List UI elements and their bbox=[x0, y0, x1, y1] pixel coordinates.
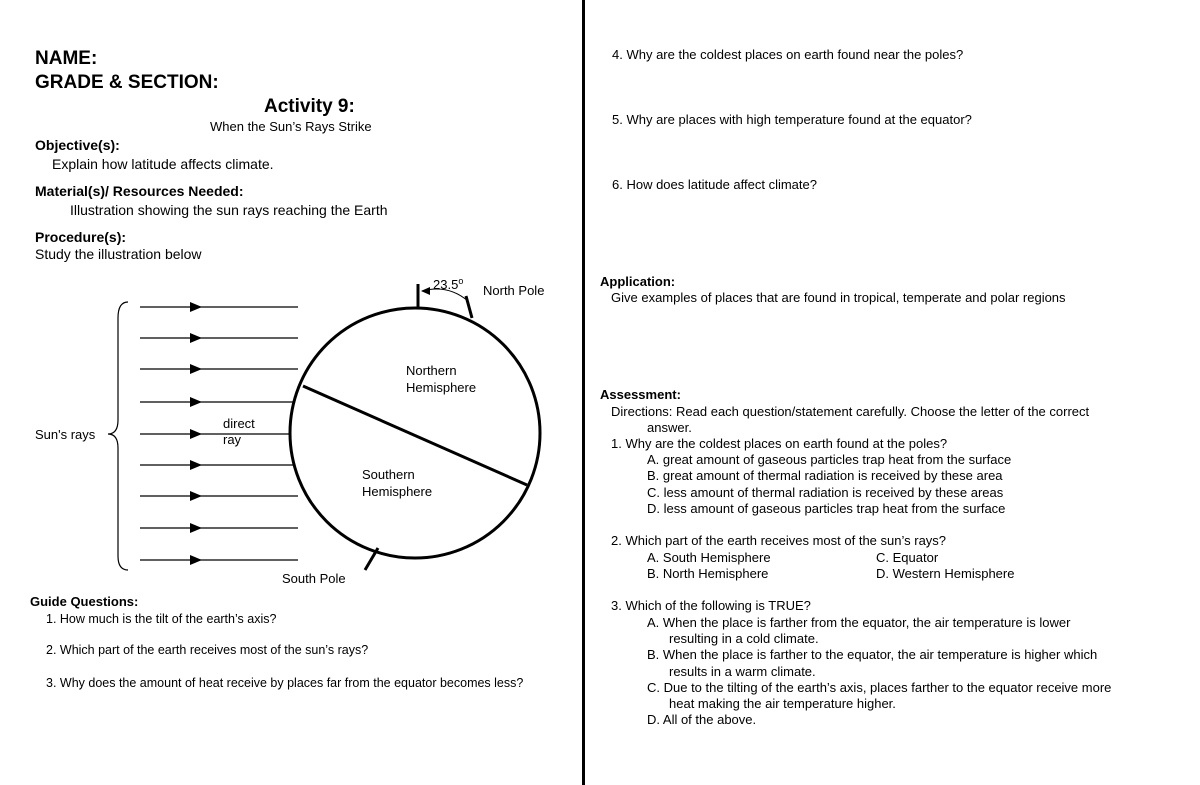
guide-question-3: 3. Why does the amount of heat receive by places far from the equator becomes less? bbox=[46, 676, 524, 690]
assessment-q3-option-d: D. All of the above. bbox=[647, 712, 757, 727]
guide-question-1: 1. How much is the tilt of the earth’s axis? bbox=[46, 612, 277, 626]
assessment-q3-option-a-cont: resulting in a cold climate. bbox=[669, 631, 819, 646]
direct-ray-label-line1: direct bbox=[223, 416, 255, 431]
materials-text: Illustration showing the sun rays reaching the Earth bbox=[70, 202, 388, 218]
grade-section-label: GRADE & SECTION: bbox=[35, 72, 219, 93]
materials-heading: Material(s)/ Resources Needed: bbox=[35, 183, 244, 199]
north-axis-line bbox=[466, 296, 472, 318]
sun-rays-diagram bbox=[0, 0, 584, 600]
activity-title: Activity 9: bbox=[264, 96, 355, 117]
sun-ray-arrow bbox=[140, 364, 298, 374]
assessment-q2-option-c: C. Equator bbox=[876, 550, 939, 565]
sun-ray-arrows bbox=[140, 302, 298, 565]
suns-rays-label: Sun's rays bbox=[35, 427, 96, 442]
sun-ray-arrow bbox=[140, 429, 298, 439]
guide-question-2: 2. Which part of the earth receives most of the sun’s rays? bbox=[46, 643, 369, 657]
application-text: Give examples of places that are found in tropical, temperate and polar regions bbox=[611, 290, 1066, 305]
question-6: 6. How does latitude affect climate? bbox=[612, 177, 817, 192]
assessment-q1-option-c: C. less amount of thermal radiation is received by these areas bbox=[647, 485, 1004, 500]
guide-questions-heading: Guide Questions: bbox=[30, 594, 139, 609]
assessment-q3-option-b: B. When the place is farther to the equator, the air temperature is higher which bbox=[647, 647, 1098, 662]
assessment-q3-stem: 3. Which of the following is TRUE? bbox=[611, 598, 811, 613]
assessment-q1-option-b: B. great amount of thermal radiation is received by these area bbox=[647, 468, 1003, 483]
sun-ray-arrow bbox=[140, 460, 298, 470]
assessment-heading: Assessment: bbox=[600, 387, 681, 402]
tilt-arrow-head bbox=[421, 287, 430, 295]
assessment-q1-option-a: A. great amount of gaseous particles trap heat from the surface bbox=[647, 452, 1012, 467]
activity-subtitle: When the Sun’s Rays Strike bbox=[210, 119, 372, 134]
sun-rays-brace bbox=[108, 302, 128, 570]
sun-ray-arrow bbox=[140, 302, 298, 312]
assessment-q2-option-a: A. South Hemisphere bbox=[647, 550, 771, 565]
southern-hemisphere-label-line2: Hemisphere bbox=[362, 484, 433, 499]
tilt-angle-label: 23.5$^o$ bbox=[433, 276, 464, 292]
sun-ray-arrow bbox=[140, 397, 298, 407]
assessment-q3-option-c: C. Due to the tilting of the earth’s axis, places farther to the equator receive more bbox=[647, 680, 1112, 695]
assessment-q1-stem: 1. Why are the coldest places on earth found at the poles? bbox=[611, 436, 948, 451]
assessment-q1-option-d: D. less amount of gaseous particles trap heat from the surface bbox=[647, 501, 1006, 516]
procedure-heading: Procedure(s): bbox=[35, 229, 127, 245]
assessment-q3-option-b-cont: results in a warm climate. bbox=[669, 664, 816, 679]
northern-hemisphere-label-line1: Northern bbox=[406, 363, 457, 378]
procedure-text: Study the illustration below bbox=[35, 246, 202, 262]
name-label: NAME: bbox=[35, 48, 98, 69]
assessment-q3-option-c-cont: heat making the air temperature higher. bbox=[669, 696, 896, 711]
assessment-directions: Directions: Read each question/statement carefully. Choose the letter of the correct bbox=[611, 404, 1090, 419]
assessment-q2-option-d: D. Western Hemisphere bbox=[876, 566, 1015, 581]
sun-ray-arrow bbox=[140, 523, 298, 533]
north-pole-label: North Pole bbox=[483, 283, 545, 298]
objective-text: Explain how latitude affects climate. bbox=[52, 156, 274, 172]
assessment-directions-cont: answer. bbox=[647, 420, 692, 435]
south-pole-label: South Pole bbox=[282, 571, 346, 586]
direct-ray-label-line2: ray bbox=[223, 432, 242, 447]
objective-heading: Objective(s): bbox=[35, 137, 120, 153]
sun-ray-arrow bbox=[140, 333, 298, 343]
application-heading: Application: bbox=[600, 274, 676, 289]
assessment-q2-stem: 2. Which part of the earth receives most of the sun’s rays? bbox=[611, 533, 947, 548]
sun-ray-arrow bbox=[140, 555, 298, 565]
assessment-q2-option-b: B. North Hemisphere bbox=[647, 566, 769, 581]
sun-ray-arrow bbox=[140, 491, 298, 501]
northern-hemisphere-label-line2: Hemisphere bbox=[406, 380, 477, 395]
southern-hemisphere-label-line1: Southern bbox=[362, 467, 415, 482]
earth-circle bbox=[290, 308, 540, 558]
question-4: 4. Why are the coldest places on earth found near the poles? bbox=[612, 47, 964, 62]
assessment-q3-option-a: A. When the place is farther from the equator, the air temperature is lower bbox=[647, 615, 1071, 630]
question-5: 5. Why are places with high temperature found at the equator? bbox=[612, 112, 972, 127]
